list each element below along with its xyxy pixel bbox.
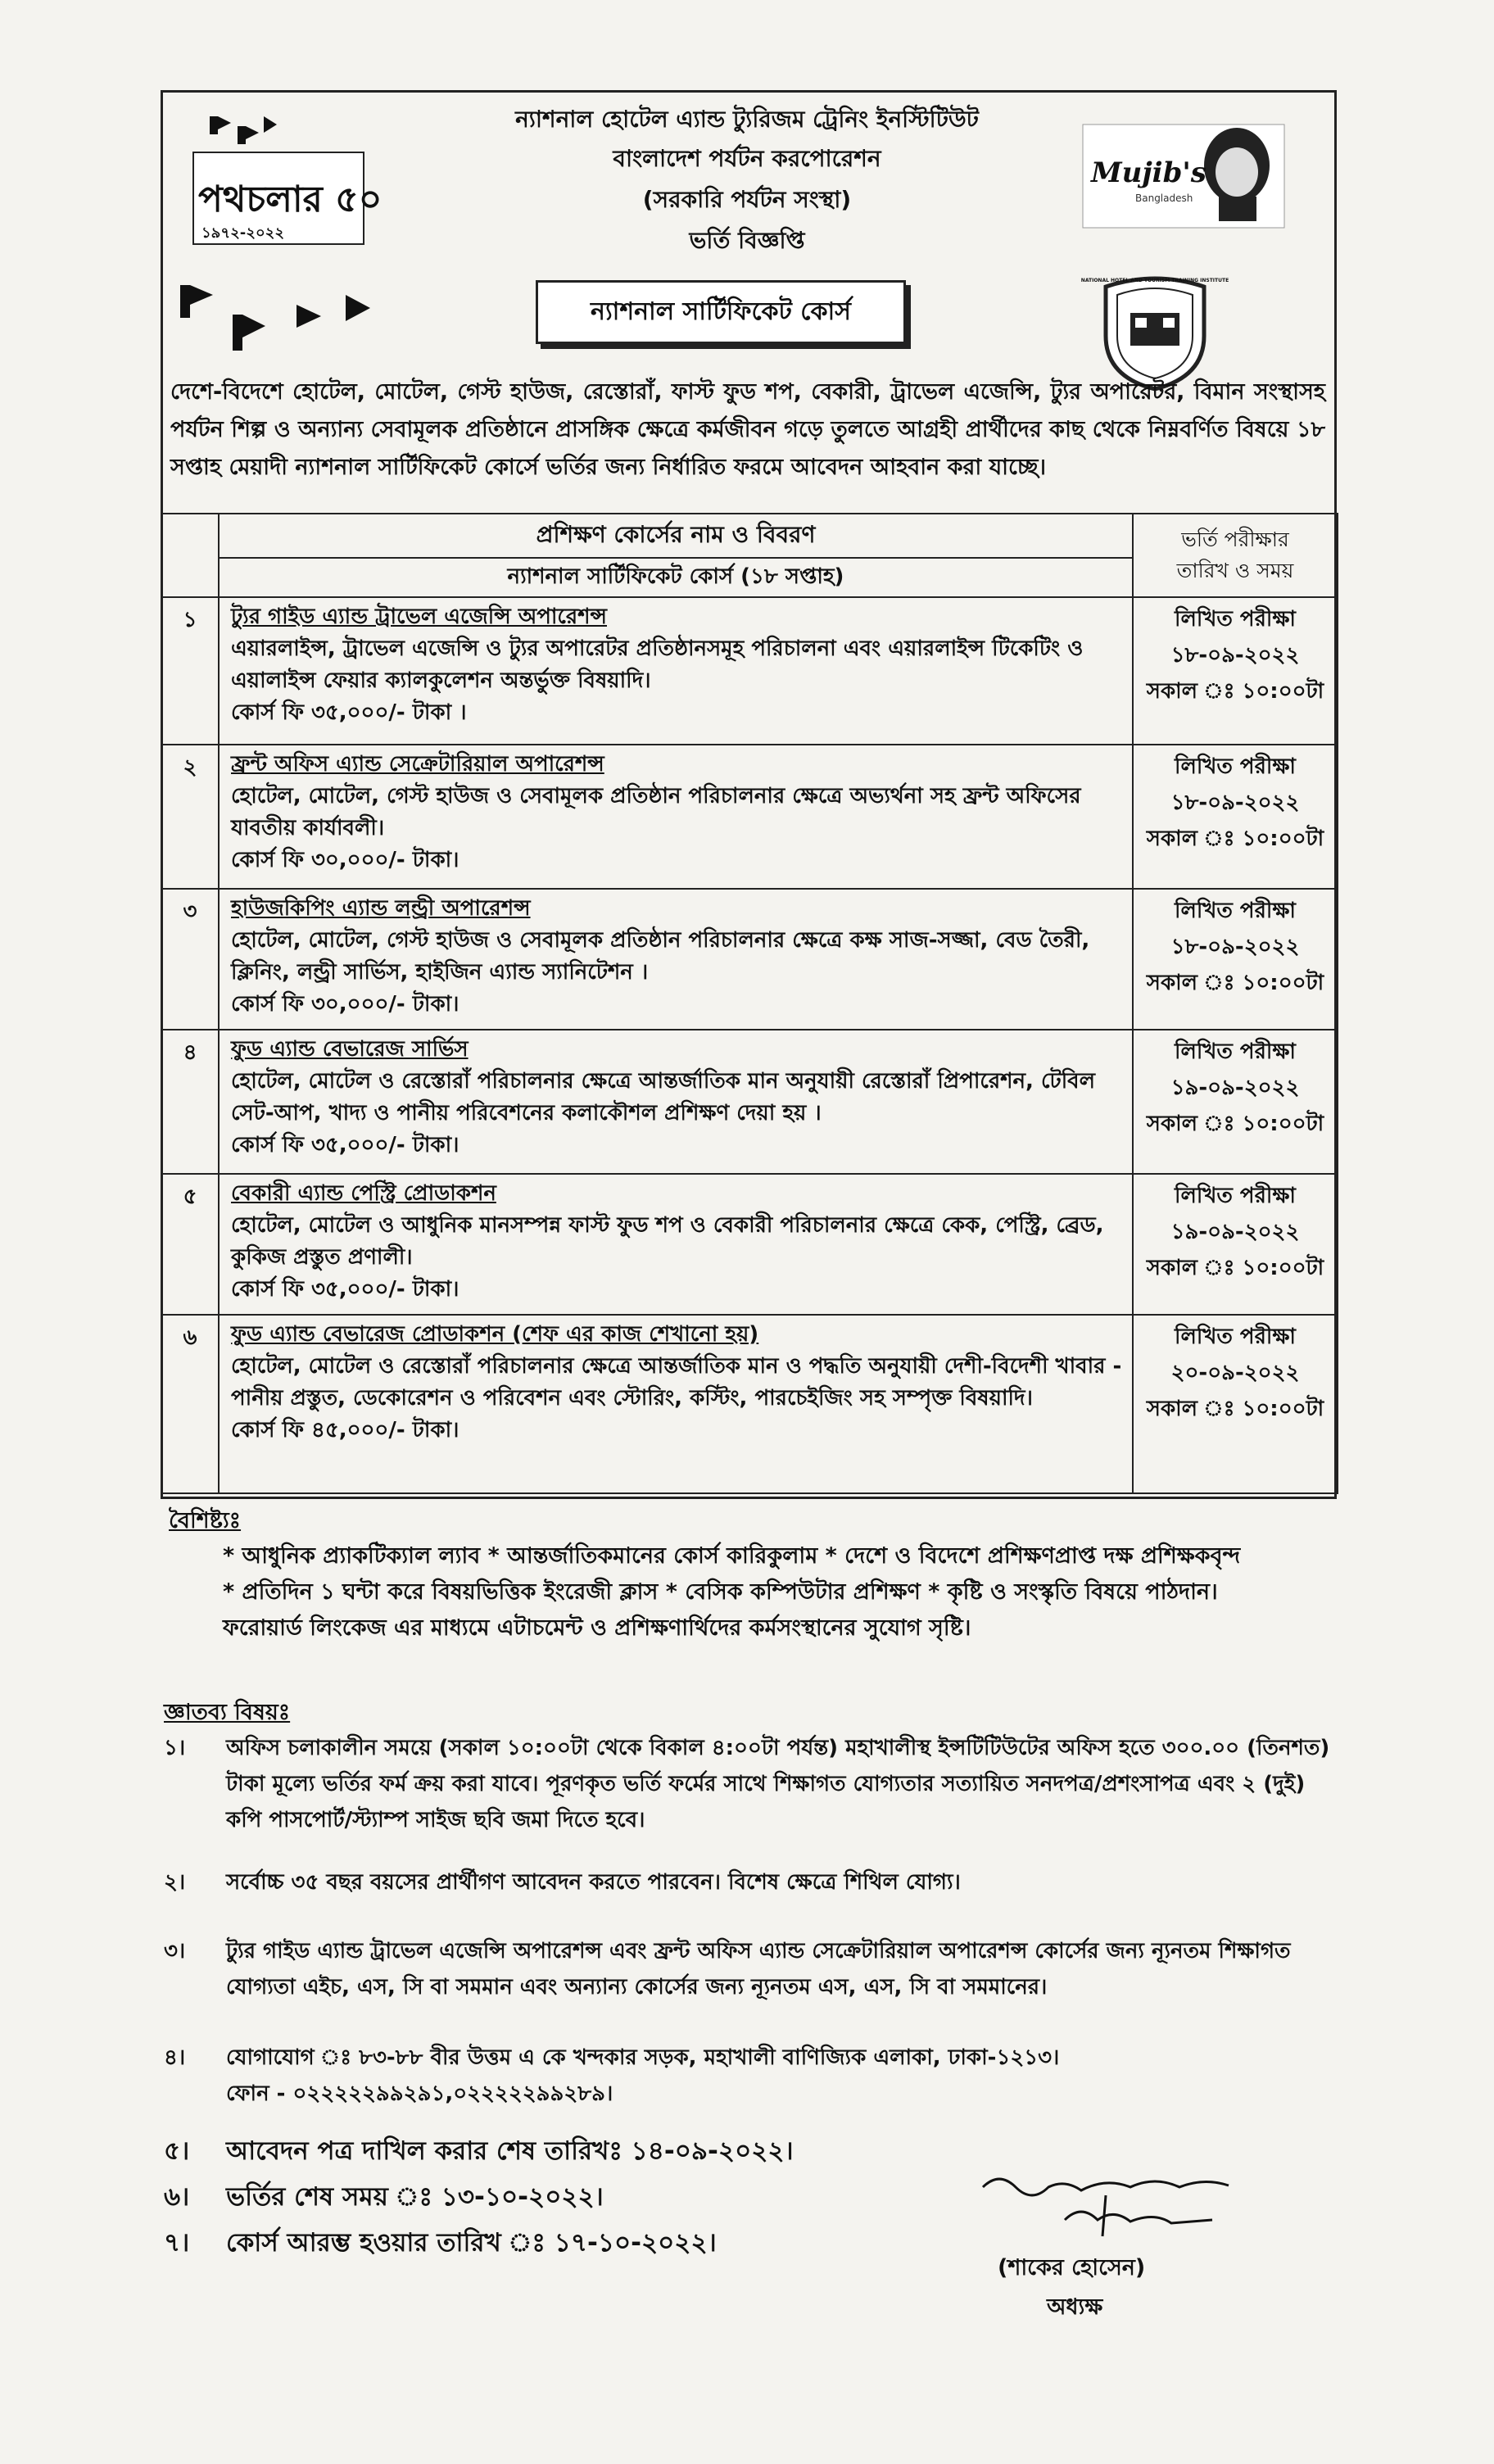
course-title: হাউজকিপিং এ্যান্ড লন্ড্রী অপারেশন্স — [231, 896, 531, 921]
note-item-4 — [164, 2040, 1335, 2112]
principal-name: (শাকের হোসেন) — [998, 2255, 1146, 2281]
note-text: অফিস চলাকালীন সময়ে (সকাল ১০:০০টা থেকে বিকাল ৪:০০টা পর্যন্ত) মহাখালীস্থ ইন্সটিটিউটের অফিস হতে ৩০০.০০ (তিনশত) টাকা মূল্যে ভর্তির ফর্ম ক্রয় করা যাবে। পূরণকৃত ভর্তি ফর্মের সাথে শিক্ষাগত যোগ্যতার সত্যায়িত সনদপত্র/প্রশংসাপত্র এবং ২ (দুই) কপি পাসপোর্ট/স্ট্যাম্প সাইজ ছবি জমা দিতে হবে। — [226, 1736, 1330, 1832]
exam-type: লিখিত পরীক্ষা — [1175, 1184, 1296, 1208]
exam-date: ১৮-০৯-২০২২ — [1170, 790, 1300, 815]
note-number: ২। — [164, 1870, 186, 1895]
note-item-2 — [164, 1864, 1335, 1900]
nhtti-text: NATIONAL HOTEL AND TOURISM TRAINING INSTITUTE — [1080, 278, 1229, 283]
course-cell — [219, 1030, 1133, 1174]
pathachala-years: ১৯৭২-২০২২ — [201, 224, 285, 242]
course-title: ট্যুর গাইড এ্যান্ড ট্রাভেল এজেন্সি অপারেশন্স — [231, 605, 607, 629]
exam-cell — [1133, 889, 1338, 1030]
principal-signature — [967, 2163, 1261, 2244]
table-head-exam-line2: তারিখ ও সময় — [1176, 559, 1294, 582]
course-fee: কোর্স ফি ৩৫,০০০/- টাকা । — [231, 700, 467, 725]
table-head-subtitle: ন্যাশনাল সার্টিফিকেট কোর্স (১৮ সপ্তাহ) — [219, 558, 1133, 597]
serial-number: ২ — [161, 745, 219, 889]
features-list — [169, 1538, 1332, 1646]
note-text: ভর্তির শেষ সময় ঃ ১৩-১০-২০২২। — [226, 2182, 604, 2212]
note-item-3 — [164, 1933, 1335, 2005]
course-cell — [219, 597, 1133, 745]
institute-symbol-mark — [174, 277, 378, 375]
course-description: হোটেল, মোটেল ও আধুনিক মানসম্পন্ন ফাস্ট ফুড শপ ও বেকারী পরিচালনার ক্ষেত্রে কেক, পেস্ট্রি, ব্রেড, কুকিজ প্রস্তুত প্রণালী। — [231, 1213, 1104, 1270]
principal-title: অধ্যক্ষ — [1047, 2294, 1103, 2320]
course-cell — [219, 889, 1133, 1030]
table-row — [161, 1030, 1338, 1174]
features-line-2: * প্রতিদিন ১ ঘন্টা করে বিষয়ভিত্তিক ইংরেজী ক্লাস * বেসিক কম্পিউটার প্রশিক্ষণ * কৃষ্টি ও সংস্কৃতি বিষয়ে পাঠদান। — [223, 1579, 1218, 1605]
note-number: ৬। — [164, 2182, 190, 2212]
serial-number: ৩ — [161, 889, 219, 1030]
course-title: ফ্রন্ট অফিস এ্যান্ড সেক্রেটারিয়াল অপারেশন্স — [231, 752, 604, 777]
exam-cell — [1133, 1174, 1338, 1315]
course-fee: কোর্স ফি ৩৫,০০০/- টাকা। — [231, 1133, 460, 1157]
course-title: ফুড এ্যান্ড বেভারেজ সার্ভিস — [231, 1037, 469, 1062]
exam-date: ১৮-০৯-২০২২ — [1170, 643, 1300, 668]
table-head-exam-line1: ভর্তি পরীক্ষার — [1181, 528, 1289, 551]
course-cell — [219, 1315, 1133, 1493]
exam-type: লিখিত পরীক্ষা — [1175, 607, 1296, 632]
exam-cell — [1133, 745, 1338, 889]
table-row — [161, 1315, 1338, 1493]
course-fee: কোর্স ফি ৪৫,০০০/- টাকা। — [231, 1418, 460, 1443]
exam-date: ১৮-০৯-২০২২ — [1170, 935, 1300, 959]
serial-number: ১ — [161, 597, 219, 745]
course-title: ফুড এ্যান্ড বেভারেজ প্রোডাকশন (শেফ এর কাজ শেখানো হয়) — [231, 1322, 759, 1347]
exam-cell — [1133, 597, 1338, 745]
organization-type: (সরকারি পর্যটন সংস্থা) — [642, 186, 852, 213]
exam-time: সকাল ঃ ১০:০০টা — [1146, 679, 1324, 704]
mujibs-bangladesh-logo — [1081, 123, 1286, 229]
table-row — [161, 745, 1338, 889]
exam-date: ১৯-০৯-২০২২ — [1170, 1220, 1300, 1244]
course-description: হোটেল, মোটেল ও রেস্তোরাঁ পরিচালনার ক্ষেত্রে আন্তর্জাতিক মান ও পদ্ধতি অনুযায়ী দেশী-বিদেশী খাবার - পানীয় প্রস্তুত, ডেকোরেশন ও পরিবেশন এবং স্টোরিং, কস্টিং, পারচেইজিং সহ সম্পৃক্ত বিষয়াদি। — [231, 1354, 1122, 1411]
course-cell — [219, 745, 1133, 889]
exam-time: সকাল ঃ ১০:০০টা — [1146, 1256, 1324, 1280]
serial-number: ৫ — [161, 1174, 219, 1315]
course-description: হোটেল, মোটেল, গেস্ট হাউজ ও সেবামূলক প্রতিষ্ঠান পরিচালনার ক্ষেত্রে অভ্যর্থনা সহ ফ্রন্ট অফিসের যাবতীয় কার্যাবলী। — [231, 784, 1081, 840]
serial-number: ৬ — [161, 1315, 219, 1493]
course-description: হোটেল, মোটেল ও রেস্তোরাঁ পরিচালনার ক্ষেত্রে আন্তর্জাতিক মান অনুযায়ী রেস্তোরাঁ প্রিপারেশন, টেবিল সেট-আপ, খাদ্য ও পানীয় পরিবেশনের কলাকৌশল প্রশিক্ষণ দেয়া হয় । — [231, 1069, 1095, 1126]
features-title: বৈশিষ্ট্যঃ — [169, 1508, 242, 1533]
exam-date: ২০-০৯-২০২২ — [1170, 1361, 1300, 1385]
course-description: এয়ারলাইন্স, ট্রাভেল এজেন্সি ও ট্যুর অপারেটর প্রতিষ্ঠানসমূহ পরিচালনা এবং এয়ারলাইন্স টিকেটিং ও এয়ালাইন্স ফেয়ার ক্যালকুলেশন অন্তর্ভুক্ত বিষয়াদি। — [231, 636, 1084, 693]
institute-name: ন্যাশনাল হোটেল এ্যান্ড ট্যুরিজম ট্রেনিং ইনস্টিটিউট — [515, 106, 979, 133]
note-text: যোগাযোগ ঃ ৮৩-৮৮ বীর উত্তম এ কে খন্দকার সড়ক, মহাখালী বাণিজ্যিক এলাকা, ঢাকা-১২১৩। — [226, 2045, 1060, 2070]
course-description: হোটেল, মোটেল, গেস্ট হাউজ ও সেবামূলক প্রতিষ্ঠান পরিচালনার ক্ষেত্রে কক্ষ সাজ-সজ্জা, বেড তৈরী, ক্লিনিং, লন্ড্রী সার্ভিস, হাইজিন এ্যান্ড স্যানিটেশন । — [231, 928, 1090, 985]
note-number: ৩। — [164, 1939, 186, 1964]
course-title: বেকারী এ্যান্ড পেস্ট্রি প্রোডাকশন — [231, 1181, 496, 1206]
intro-paragraph: দেশে-বিদেশে হোটেল, মোটেল, গেস্ট হাউজ, রেস্তোরাঁ, ফাস্ট ফুড শপ, বেকারী, ট্রাভেল এজেন্সি, ট্যুর অপারেটর, বিমান সংস্থাসহ পর্যটন শিল্প ও অন্যান্য সেবামূলক প্রতিষ্ঠানে প্রাসঙ্গিক ক্ষেত্রে কর্মজীবন গড়ে তুলতে আগ্রহী প্রার্থীদের কাছ থেকে নিম্নবর্ণিত বিষয়ে ১৮ সপ্তাহ মেয়াদী ন্যাশনাল সার্টিফিকেট কোর্সে ভর্তির জন্য নির্ধারিত ফরমে আবেদন আহবান করা যাচ্ছে। — [170, 379, 1325, 480]
course-fee: কোর্স ফি ৩৫,০০০/- টাকা। — [231, 1277, 460, 1302]
serial-number: ৪ — [161, 1030, 219, 1174]
exam-date: ১৯-০৯-২০২২ — [1170, 1076, 1300, 1100]
note-text: ট্যুর গাইড এ্যান্ড ট্রাভেল এজেন্সি অপারেশন্স এবং ফ্রন্ট অফিস এ্যান্ড সেক্রেটারিয়াল অপারেশন্স কোর্সের জন্য ন্যূনতম শিক্ষাগত যোগ্যতা এইচ, এস, সি বা সমমান এবং অন্যান্য কোর্সের জন্য ন্যূনতম এস, এস, সি বা সমমানের। — [226, 1939, 1291, 2000]
exam-type: লিখিত পরীক্ষা — [1175, 1040, 1296, 1064]
note-item-1 — [164, 1730, 1335, 1838]
pathachala-text: পথচলার ৫০ — [198, 179, 383, 220]
course-fee: কোর্স ফি ৩০,০০০/- টাকা। — [231, 992, 460, 1017]
table-row — [161, 889, 1338, 1030]
note-text: আবেদন পত্র দাখিল করার শেষ তারিখঃ ১৪-০৯-২০২২। — [226, 2136, 794, 2166]
notes-title: জ্ঞাতব্য বিষয়ঃ — [164, 1700, 291, 1725]
course-cell — [219, 1174, 1133, 1315]
note-number: ৭। — [164, 2228, 190, 2258]
table-row — [161, 1174, 1338, 1315]
course-type-box: ন্যাশনাল সার্টিফিকেট কোর্স — [536, 280, 906, 344]
note-number: ৫। — [164, 2136, 190, 2166]
table-head-exam — [1133, 514, 1338, 597]
mujibs-subtext: Bangladesh — [1135, 192, 1193, 204]
courses-table — [161, 513, 1338, 1494]
course-fee: কোর্স ফি ৩০,০০০/- টাকা। — [231, 848, 460, 872]
note-text: কোর্স আরম্ভ হওয়ার তারিখ ঃ ১৭-১০-২০২২। — [226, 2228, 717, 2258]
corporation-name: বাংলাদেশ পর্যটন করপোরেশন — [613, 145, 881, 172]
table-row — [161, 597, 1338, 745]
notice-title: ভর্তি বিজ্ঞপ্তি — [689, 227, 805, 254]
mujibs-text: Mujib's — [1091, 156, 1207, 189]
features-line-1: * আধুনিক প্র্যাকটিক্যাল ল্যাব * আন্তর্জাতিকমানের কোর্স কারিকুলাম * দেশে ও বিদেশে প্রশিক্ষণপ্রাপ্ত দক্ষ প্রশিক্ষকবৃন্দ — [223, 1543, 1241, 1569]
exam-type: লিখিত পরীক্ষা — [1175, 754, 1296, 779]
exam-time: সকাল ঃ ১০:০০টা — [1146, 827, 1324, 851]
exam-cell — [1133, 1315, 1338, 1493]
exam-time: সকাল ঃ ১০:০০টা — [1146, 1397, 1324, 1421]
exam-cell — [1133, 1030, 1338, 1174]
exam-type: লিখিত পরীক্ষা — [1175, 1325, 1296, 1349]
note-number: ১। — [164, 1736, 186, 1760]
features-line-3: ফরোয়ার্ড লিংকেজ এর মাধ্যমে এটাচমেন্ট ও প্রশিক্ষণার্থিদের কর্মসংস্থানের সুযোগ সৃষ্টি। — [223, 1615, 971, 1641]
note-number: ৪। — [164, 2045, 186, 2070]
exam-type: লিখিত পরীক্ষা — [1175, 899, 1296, 923]
table-head-course: প্রশিক্ষণ কোর্সের নাম ও বিবরণ — [219, 514, 1133, 558]
exam-time: সকাল ঃ ১০:০০টা — [1146, 971, 1324, 995]
exam-time: সকাল ঃ ১০:০০টা — [1146, 1112, 1324, 1136]
note-phone: ফোন - ০২২২২২৯৯২৯১,০২২২২২৯৯২৮৯। — [226, 2081, 613, 2106]
pathachala-50-logo — [174, 97, 383, 269]
table-head-blank — [161, 514, 219, 597]
note-text: সর্বোচ্চ ৩৫ বছর বয়সের প্রার্থীগণ আবেদন করতে পারবেন। বিশেষ ক্ষেত্রে শিথিল যোগ্য। — [226, 1870, 961, 1895]
